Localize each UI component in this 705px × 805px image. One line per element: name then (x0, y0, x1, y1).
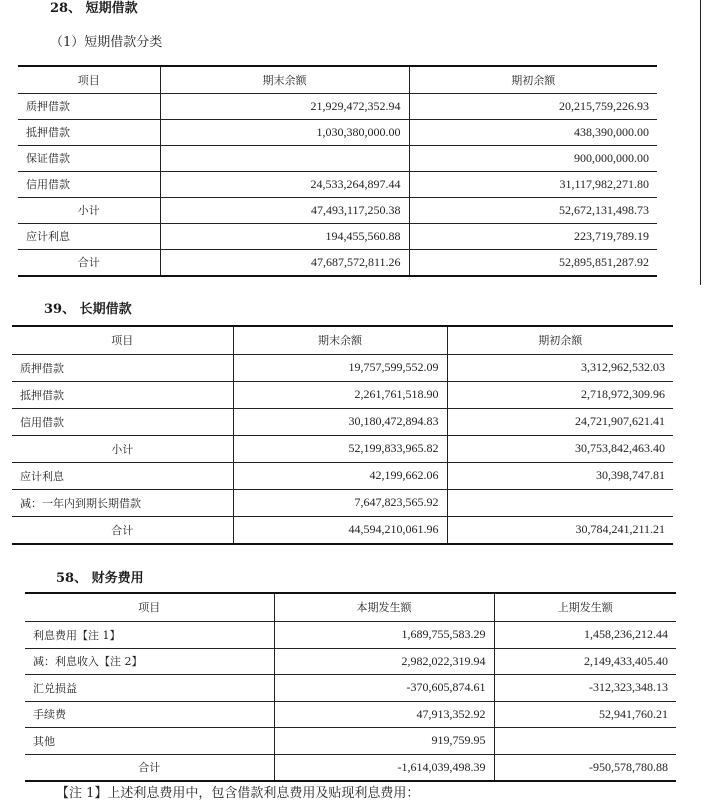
row-label: 信用借款 (12, 408, 233, 435)
section-title-finance-costs: 58、 财务费用 (56, 571, 144, 586)
begin-balance-value: 223,719,789.19 (409, 223, 657, 249)
row-label: 合计 (18, 249, 160, 276)
row-label: 抵押借款 (18, 119, 160, 145)
row-label: 合计 (25, 754, 274, 781)
short-term-borrowings-table (18, 65, 657, 277)
header-prior-period: 上期发生额 (494, 593, 676, 621)
prior-period-value: 2,149,433,405.40 (494, 648, 676, 674)
begin-balance-value (447, 489, 673, 516)
table-row (18, 171, 657, 197)
subtotal-row (12, 435, 673, 462)
row-label: 减：利息收入【注 2】 (25, 648, 274, 674)
end-balance-value: 42,199,662.06 (233, 462, 447, 489)
table-row (25, 648, 676, 674)
row-label: 抵押借款 (12, 381, 233, 408)
begin-balance-value: 52,672,131,498.73 (409, 197, 657, 223)
prior-period-value: 52,941,760.21 (494, 701, 676, 727)
header-item: 项目 (25, 593, 274, 621)
table-row (18, 145, 657, 171)
long-term-borrowings-table (12, 325, 673, 545)
row-label: 汇兑损益 (25, 674, 274, 701)
current-period-value: 919,759.95 (274, 727, 494, 754)
row-label: 合计 (12, 516, 233, 544)
prior-period-value (494, 727, 676, 754)
row-label: 其他 (25, 727, 274, 754)
header-item: 项目 (18, 66, 160, 93)
begin-balance-value: 3,312,962,532.03 (447, 354, 673, 381)
row-label: 应计利息 (18, 223, 160, 249)
row-label: 利息费用【注 1】 (25, 621, 274, 648)
begin-balance-value: 900,000,000.00 (409, 145, 657, 171)
prior-period-value: -950,578,780.88 (494, 754, 676, 781)
page-edge-line (700, 0, 701, 285)
current-period-value: -370,605,874.61 (274, 674, 494, 701)
row-label: 质押借款 (12, 354, 233, 381)
table-row (18, 223, 657, 249)
begin-balance-value: 438,390,000.00 (409, 119, 657, 145)
header-begin-balance: 期初余额 (409, 66, 657, 93)
footnote-1: 【注 1】上述利息费用中，包含借款利息费用及贴现利息费用： (56, 786, 420, 801)
table-header-row (18, 66, 657, 93)
row-label: 减：一年内到期长期借款 (12, 489, 233, 516)
end-balance-value: 47,493,117,250.38 (160, 197, 409, 223)
row-label: 小计 (18, 197, 160, 223)
end-balance-value: 2,261,761,518.90 (233, 381, 447, 408)
table-row (18, 93, 657, 119)
table-row (12, 408, 673, 435)
subsection-title-short-term-classification: （1）短期借款分类 (50, 35, 163, 50)
table-header-row (25, 593, 676, 621)
end-balance-value: 194,455,560.88 (160, 223, 409, 249)
row-label: 信用借款 (18, 171, 160, 197)
header-begin-balance: 期初余额 (447, 326, 673, 354)
begin-balance-value: 31,117,982,271.80 (409, 171, 657, 197)
row-label: 质押借款 (18, 93, 160, 119)
end-balance-value: 7,647,823,565.92 (233, 489, 447, 516)
prior-period-value: -312,323,348.13 (494, 674, 676, 701)
row-label: 保证借款 (18, 145, 160, 171)
begin-balance-value: 24,721,907,621.41 (447, 408, 673, 435)
begin-balance-value: 30,398,747.81 (447, 462, 673, 489)
current-period-value: 2,982,022,319.94 (274, 648, 494, 674)
table-row (12, 381, 673, 408)
total-row (18, 249, 657, 276)
table-row (25, 621, 676, 648)
current-period-value: -1,614,039,498.39 (274, 754, 494, 781)
end-balance-value: 30,180,472,894.83 (233, 408, 447, 435)
table-row (25, 727, 676, 754)
section-title-long-term-borrowings: 39、 长期借款 (44, 302, 132, 317)
table-row (25, 674, 676, 701)
begin-balance-value: 30,784,241,211.21 (447, 516, 673, 544)
row-label: 小计 (12, 435, 233, 462)
row-label: 手续费 (25, 701, 274, 727)
table-header-row (12, 326, 673, 354)
table-row (12, 354, 673, 381)
current-period-value: 1,689,755,583.29 (274, 621, 494, 648)
begin-balance-value: 20,215,759,226.93 (409, 93, 657, 119)
end-balance-value: 47,687,572,811.26 (160, 249, 409, 276)
end-balance-value: 21,929,472,352.94 (160, 93, 409, 119)
end-balance-value: 44,594,210,061.96 (233, 516, 447, 544)
header-end-balance: 期末余额 (160, 66, 409, 93)
total-row (12, 516, 673, 544)
table-row (25, 701, 676, 727)
table-row (12, 462, 673, 489)
begin-balance-value: 30,753,842,463.40 (447, 435, 673, 462)
header-end-balance: 期末余额 (233, 326, 447, 354)
header-item: 项目 (12, 326, 233, 354)
end-balance-value: 24,533,264,897.44 (160, 171, 409, 197)
table-row (12, 489, 673, 516)
section-title-short-term-borrowings: 28、 短期借款 (50, 1, 138, 16)
prior-period-value: 1,458,236,212.44 (494, 621, 676, 648)
end-balance-value: 19,757,599,552.09 (233, 354, 447, 381)
current-period-value: 47,913,352.92 (274, 701, 494, 727)
end-balance-value (160, 145, 409, 171)
row-label: 应计利息 (12, 462, 233, 489)
table-row (18, 119, 657, 145)
end-balance-value: 1,030,380,000.00 (160, 119, 409, 145)
subtotal-row (18, 197, 657, 223)
begin-balance-value: 52,895,851,287.92 (409, 249, 657, 276)
end-balance-value: 52,199,833,965.82 (233, 435, 447, 462)
total-row (25, 754, 676, 781)
finance-costs-table (25, 592, 676, 782)
header-current-period: 本期发生额 (274, 593, 494, 621)
begin-balance-value: 2,718,972,309.96 (447, 381, 673, 408)
